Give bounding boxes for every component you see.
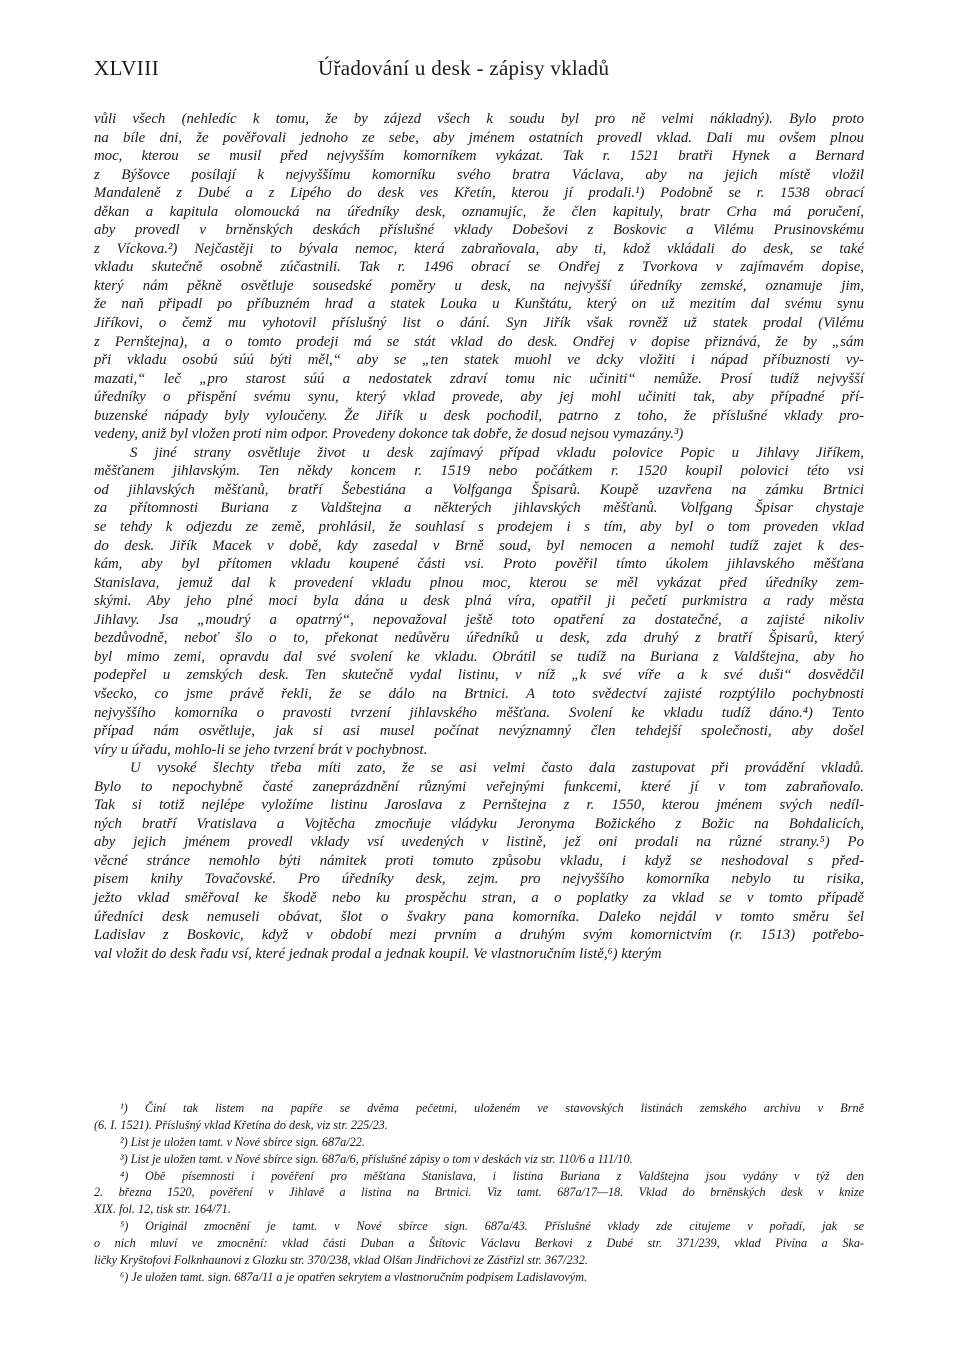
footnote-line: (6. I. 1521). Příslušný vklad Křetína do desk, viz str. 225/23. xyxy=(94,1117,388,1132)
text-line: který nám pěkně osvětluje sousedské poměry u desk, na nejvyšší úředníky zemské, oznamuje jim, xyxy=(94,277,864,294)
footnote-line: ³) List je uložen tamt. v Nové sbírce sign. 687a/6, příslušné zápisy o tom v deskách viz str. 110/6 a 111/10. xyxy=(120,1151,633,1166)
text-line: podepřel u zemských desk. Ten skutečně vydal listinu, v níž „k své víře a k své duši“ dosvědčil xyxy=(94,667,864,684)
text-line: aby jejich jménem provedl vklady vsí uvedených v listině, jež oni prodali na různé strany.⁵) Po xyxy=(94,834,864,851)
text-line: děkan a kapitula olomoucká na úředníky desk, oznamujíc, že člen kapituly, bratr Crha má poručení, xyxy=(94,203,864,220)
body-text xyxy=(94,110,864,963)
text-line: mazati,“ leč „pro starost súú a nedostatek zdraví tomu nic učiniti“ nemůže. Prosí tudíž nejvyšší xyxy=(94,370,864,387)
footnote xyxy=(94,1269,864,1286)
text-line: věcné stránce nemohlo býti námitek proti tomuto způsobu vkladu, i když se neshodoval s před- xyxy=(94,852,864,869)
text-line: nejvyššího komorníka o pravosti tvrzení jihlavského měšťana. Svolení ke vkladu tudíž dáno.⁴) Tento xyxy=(94,704,864,721)
running-title: Úřadování u desk - zápisy vkladů xyxy=(318,56,610,80)
text-line: při vkladu osobú súú býti měl,“ aby se „ten statek muohl ve dcky vložiti i nápad příbuznosti vy- xyxy=(94,352,864,369)
footnote xyxy=(94,1218,864,1269)
text-line: do desk. Jiřík Macek v době, kdy zasedal v Brně soud, byl nemocen a nemohl tudíž zajet k des- xyxy=(94,537,864,554)
text-line: Mandaleně z Dubé a z Lipého do desk ves Křetín, kterou jí prodali.¹) Podobně se r. 1538 obrací xyxy=(94,185,864,202)
text-line: z Býšovce posílají k nejvyššímu komorníku svého bratra Václava, aby na jejich místě vložil xyxy=(94,166,864,183)
text-line: bezdůvodně, neboť šlo o to, překonat nedůvěru úředníků u desk, zda druhý z bratří Špisarů, který xyxy=(94,630,864,647)
text-line: na bíle dni, že pověřovali jednoho ze sebe, aby jménem ostatních provedl vklad. Dali mu ovšem plnou xyxy=(94,129,864,146)
footnote xyxy=(94,1151,864,1168)
footnote-line: ⁴) Obě písemnosti i pověření pro měšťana Stanislava, i listina Buriana z Valdštejna jsou vydány v týž den xyxy=(120,1168,864,1183)
text-line: případ nám osvětluje, jak si asi musel počínat nevýznamný člen tehdejší společnosti, aby došel xyxy=(94,723,864,740)
text-line: val vložit do desk řadu vsí, které jednak prodal a jednak koupil. Ve vlastnoručním listě,⁶) kterým xyxy=(94,945,662,962)
text-line: buzenské nápady byly vyloučeny. Že Jiřík u desk pochodil, patrno z toho, že příslušné vklady pro- xyxy=(94,407,864,424)
text-line: kám, aby byl přítomen vkladu koupené části vsi. Proto pověřil tímto úkolem jihlavského měšťana xyxy=(94,556,864,573)
text-line: moc, kterou se musil před nejvyšším komorníkem vykázat. Tak r. 1521 bratři Hynek a Bernard xyxy=(94,148,864,165)
text-line: ných bratří Vratislava a Vojtěcha zmocňuje vládyku Jeronyma Božického z Božic na Bohdalicích, xyxy=(94,815,864,832)
text-line: úředníci desk nemuseli obávat, šlot o švakry pana komorníka. Daleko nejdál v tomto směru šel xyxy=(94,908,864,925)
page-header xyxy=(94,56,872,86)
text-line: aby provedl v brněnských deskách příslušné vklady Dobešovi z Boskovic a Vilému Prusinovskému xyxy=(94,222,864,239)
text-line: U vysoké šlechty třeba míti zato, že se asi velmi často dala zastupovat při provádění vkladů. xyxy=(130,760,864,777)
footnote-line: ⁵) Originál zmocnění je tamt. v Nové sbírce sign. 687a/43. Příslušné vklady zde citujeme v pořadí, jak se xyxy=(120,1219,864,1234)
text-line: Jiříkovi, o čemž mu vyhotovil příslušný list o dání. Syn Jiřík však rovněž už statek prodal (Vilému xyxy=(94,315,864,332)
text-line: že naň připadl po příbuzném hrad a statek Louka u Kunštátu, který on už mezitím dal svému synu xyxy=(94,296,864,313)
text-line: vůli všech (nehledíc k tomu, že by zájezd všech k soudu byl pro ně velmi nákladný). Bylo proto xyxy=(94,111,864,127)
text-line: víry u úřadu, mohlo-li se jeho tvrzení brát v pochybnost. xyxy=(94,741,428,758)
text-line: z Pernštejna), a o tomto prodeji má se stát vklad do desk. Ondřej v dopise přiznává, že by „sám xyxy=(94,333,864,350)
text-line: Ladislav z Boskovic, když v období mezi prvním a druhým svým komornictvím (r. 1513) potřebo- xyxy=(94,927,864,944)
text-line: všecko, co jsme právě řekli, že se dálo na Brtnici. A toto svědectví zajisté rozptýlilo pochybnosti xyxy=(94,685,864,702)
text-line: vedeny, aniž byl vložen proti nim odpor. Provedeny dokonce tak dobře, že dosud nejsou vymazány.³) xyxy=(94,426,684,443)
text-line: měšťanem jihlavským. Ten někdy koncem r. 1519 nebo počátkem r. 1520 koupil polovici této vsi xyxy=(94,463,864,480)
text-line: skými. Aby jeho plné moci byla dána u desk plná víra, opatřil ji pečetí purkmistra a rady města xyxy=(94,593,864,610)
footnote xyxy=(94,1168,864,1219)
text-line: Tak si totiž nejlépe vyložíme listinu Jaroslava z Pernštejna z r. 1550, kterou jménem svých nedíl- xyxy=(94,797,864,814)
footnote-line: 2. března 1520, pověření v Jihlavě a listina na Brtnici. Viz tamt. 687a/17—18. Vklad do brněnských desk v knize xyxy=(94,1185,864,1200)
text-line: Bylo to nepochybně časté zaneprázdnění různými veřejnými funkcemi, které jí v tom zabraňovalo. xyxy=(94,778,864,795)
text-line: za přítomnosti Buriana z Valdštejna a některých jihlavských měšťanů. Volfgang Špisar chystaje xyxy=(94,500,864,517)
footnote-line: ¹) Činí tak listem na papíře se dvěma pečetmi, uloženém ve stavovských listinách zemského archivu v Brně xyxy=(120,1101,864,1115)
footnote-line: ⁶) Je uložen tamt. sign. 687a/11 a je opatřen sekrytem a vlastnoručním podpisem Ladislavovým. xyxy=(120,1269,588,1284)
footnote-line: o nich mluví ve zmocnění: vklad části Duban a Štítovic Václavu Berkovi z Dubé str. 371/239, vklad Pivína a Ska- xyxy=(94,1236,864,1251)
footnotes xyxy=(94,1100,864,1286)
footnote xyxy=(94,1134,864,1151)
text-line: byl mimo zemi, opravdu dal své svolení ke vkladu. Obrátil se tudíž na Buriana z Valdštejna, aby ho xyxy=(94,648,864,665)
text-line: od jihlavských měšťanů, bratří Šebestiána a Volfganga Špisarů. Koupě uzavřena na zámku Brtnici xyxy=(94,481,864,498)
text-line: vkladu skutečně osobně zúčastnili. Tak r. 1496 obrací se Ondřej z Tvorkova v zajímavém dopise, xyxy=(94,259,864,276)
footnote xyxy=(94,1100,864,1134)
text-line: Stanislava, jemuž dal k provedení vkladu plnou moc, kterou se měl vykázat před úředníky zem- xyxy=(94,574,864,591)
text-line: S jiné strany osvětluje život u desk zajímavý případ vkladu polovice Popic u Jihlavy Jiříkem, xyxy=(130,444,864,461)
text-line: Jihlavy. Jsa „moudrý a opatrný“, nepovažoval ještě toto opatření za dostatečné, a zajisté nikoliv xyxy=(94,611,864,628)
text-line: úředníky o přispění svému synu, který vklad provede, aby jej mohl učiniti tak, aby případné pří- xyxy=(94,389,864,406)
footnote-line: ličky Kryštofovi Folknhaunovi z Glozku str. 370/238, vklad Olšan Jindřichovi ze Zástřizl str. 367/232. xyxy=(94,1253,588,1268)
footnote-line: XIX. fol. 12, tisk str. 164/71. xyxy=(94,1202,231,1217)
page-number: XLVIII xyxy=(94,56,160,80)
text-line: pisem knihy Tovačovské. Pro úředníky desk, zejm. pro nejvyššího komorníka nebylo tu risika, xyxy=(94,871,864,888)
footnote-line: ²) List je uložen tamt. v Nové sbírce sign. 687a/22. xyxy=(120,1134,365,1149)
text-line: ježto vklad směřoval ke škodě nebo ku prospěchu stran, a o poplatky za vklad se v tomto případě xyxy=(94,889,864,906)
text-line: z Víckova.²) Nejčastěji to bývala nemoc, která zabraňovala, aby ti, kdož vkládali do desk, se také xyxy=(94,240,864,257)
text-line: se tehdy k odjezdu ze země, prohlásil, že souhlasí s prodejem i s tím, aby byl o tom proveden vklad xyxy=(94,519,864,536)
